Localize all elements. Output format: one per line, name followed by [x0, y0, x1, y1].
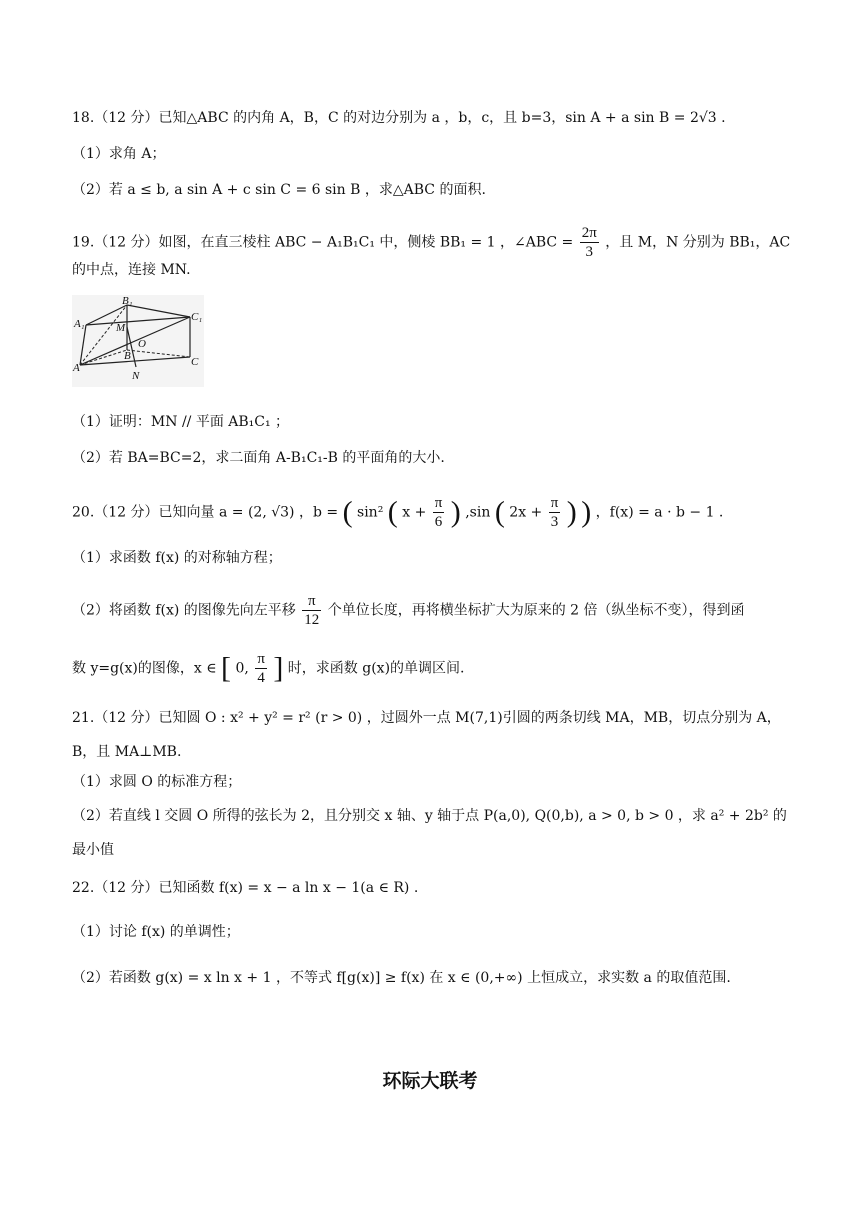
label-a: A	[73, 362, 80, 374]
q20-part2-text-a: （2）将函数 f(x) 的图像先向左平移	[72, 602, 296, 619]
label-o: O	[138, 338, 146, 350]
q19-part1: （1）证明：MN // 平面 AB₁C₁ ；	[72, 414, 290, 430]
q21-part2-line2: 最小值	[72, 842, 114, 858]
pi-over-6-den: 6	[434, 514, 443, 530]
prism-figure	[72, 295, 204, 387]
q20-part2-text-b: 个单位长度，再将横坐标扩大为原来的 2 倍（纵坐标不变），得到函	[327, 602, 745, 619]
q20-part2-text-d: 时，求函数 g(x)的单调区间.	[287, 660, 465, 677]
bracket-close: ]	[273, 651, 284, 685]
vec-b-sin: ,sin	[465, 504, 491, 521]
q21-part1: （1）求圆 O 的标准方程；	[72, 774, 242, 790]
vec-b-sin2: sin²	[357, 504, 384, 521]
q18-part2: （2）若 a ≤ b, a sin A + c sin C = 6 sin B ，求△ABC 的面积.	[72, 182, 486, 198]
pi-over-4-den: 4	[257, 670, 265, 686]
pi-over-12	[302, 592, 321, 629]
pi-over-3	[549, 494, 561, 531]
pi-over-4-num: π	[257, 651, 265, 667]
label-n: N	[132, 370, 140, 382]
q20-part1: （1）求函数 f(x) 的对称轴方程；	[72, 550, 282, 566]
q19-line1	[72, 224, 790, 261]
interval-zero: 0,	[235, 660, 249, 677]
paren-open-inner-2: (	[494, 495, 505, 529]
label-c1: C₁	[191, 311, 203, 323]
paren-close-inner: )	[450, 495, 461, 529]
bracket-open: [	[221, 651, 232, 685]
q20-part2-text-c: 数 y=g(x)的图像，x ∈	[72, 660, 217, 677]
pi-over-12-den: 12	[304, 612, 320, 628]
q21-line1: 21.（12 分）已知圆 O : x² + y² = r² (r > 0) ，过圆外一点 M(7,1)引圆的两条切线 MA，MB，切点分别为 A，	[72, 710, 781, 726]
q19-line1-text-b: ，且 M，N 分别为 BB₁，AC	[605, 234, 791, 251]
label-c: C	[191, 356, 199, 368]
vec-b-x-plus: x +	[402, 504, 427, 521]
q20-part2-line2	[72, 650, 464, 687]
q21-line2: B，且 MA⊥MB.	[72, 744, 182, 760]
q21-part2: （2）若直线 l 交圆 O 所得的弦长为 2，且分别交 x 轴、y 轴于点 P(a,0), Q(0,b), a > 0, b > 0 ，求 a² + 2b² 的	[72, 808, 787, 824]
q19-part2: （2）若 BA=BC=2，求二面角 A-B₁C₁-B 的平面角的大小.	[72, 450, 445, 466]
label-a1: A₁	[74, 318, 85, 330]
paren-close-outer: )	[581, 495, 592, 529]
pi-over-6	[433, 494, 445, 531]
label-b1: B₁	[122, 295, 133, 307]
footer-title: 环际大联考	[382, 1070, 478, 1092]
pi-over-4	[255, 650, 267, 687]
q20-line1-text-b: ，f(x) = a · b − 1 .	[595, 504, 724, 521]
paren-open-inner: (	[387, 495, 398, 529]
label-m: M	[116, 322, 126, 334]
pi-over-3-num: π	[550, 495, 559, 511]
pi-over-12-num: π	[302, 592, 321, 611]
label-b: B	[124, 350, 131, 362]
pi-over-3-den: 3	[550, 514, 559, 530]
vec-b-2x-plus: 2x +	[509, 504, 543, 521]
q22-line1: 22.（12 分）已知函数 f(x) = x − a ln x − 1(a ∈ R) .	[72, 880, 419, 896]
q20-line1	[72, 494, 723, 531]
q22-part2: （2）若函数 g(x) = x ln x + 1 ，不等式 f[g(x)] ≥ f(x) 在 x ∈ (0,+∞) 上恒成立，求实数 a 的取值范围.	[72, 970, 731, 986]
q20-line1-text-a: 20.（12 分）已知向量 a = (2, √3) ，b =	[72, 504, 339, 521]
angle-fraction	[580, 224, 599, 261]
angle-denominator: 3	[585, 244, 594, 260]
pi-over-6-num: π	[434, 495, 443, 511]
paren-open-outer: (	[342, 495, 353, 529]
q18-line1: 18.（12 分）已知△ABC 的内角 A，B，C 的对边分别为 a ，b，c，且 b=3，sin A + a sin B = 2√3 .	[72, 110, 726, 126]
q19-line1-text-a: 19.（12 分）如图，在直三棱柱 ABC − A₁B₁C₁ 中，侧棱 BB₁ = 1 ，∠ABC =	[72, 234, 574, 251]
paren-close-inner-2: )	[566, 495, 577, 529]
q19-line2: 的中点，连接 MN.	[72, 262, 191, 278]
angle-numerator: 2π	[581, 225, 597, 241]
q20-part2-line1	[72, 592, 745, 629]
q18-part1: （1）求角 A；	[72, 146, 166, 162]
q22-part1: （1）讨论 f(x) 的单调性；	[72, 924, 240, 940]
